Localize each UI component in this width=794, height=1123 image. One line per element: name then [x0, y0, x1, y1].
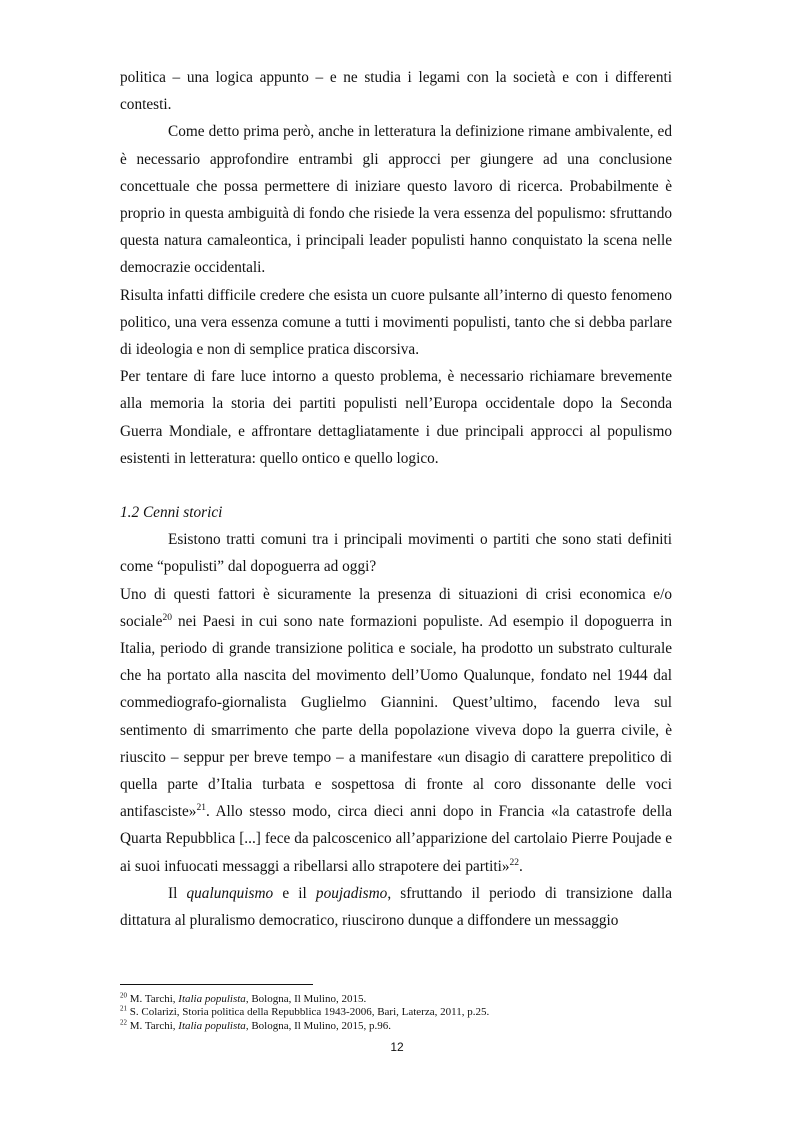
paragraph-6 [120, 581, 672, 880]
footnote-21 [120, 1006, 672, 1019]
footnote-text-end: , Bologna, Il Mulino, 2015. [245, 993, 367, 1005]
paragraph-3: Risulta infatti difficile credere che esista un cuore pulsante all’interno di questo fenomeno politico, una vera essenza comune a tutti i movimenti populisti, tanto che si debba parlare di ideologia e non di semplice pratica discorsiva. [120, 286, 672, 359]
section-heading: 1.2 Cenni storici [120, 504, 223, 522]
footnote-text: M. Tarchi, [127, 993, 179, 1005]
footnote-title: Italia populista [178, 1019, 246, 1032]
footnote-title: Italia populista [178, 993, 246, 1005]
footnote-number: 21 [120, 1004, 127, 1013]
footnote-text: S. Colarizi, Storia politica della Repubblica 1943-2006, Bari, Laterza, 2011, p.25. [127, 1006, 490, 1019]
paragraph-6-text-d: . [519, 857, 523, 875]
paragraph-4: Per tentare di fare luce intorno a questo problema, è necessario richiamare brevemente alla memoria la storia dei partiti populisti nell’Europa occidentale dopo la Seconda Guerra Mondiale, e affrontare dettagliatamente i due principali approcci al populismo esistenti in letteratura: quello ontico e quello logico. [120, 368, 672, 467]
footnote-text: M. Tarchi, [127, 1019, 179, 1032]
paragraph-7-text-a: Il [168, 884, 187, 902]
footnote-number: 20 [120, 991, 127, 1000]
paragraph-7 [120, 880, 672, 934]
page-number: 12 [390, 1040, 404, 1054]
footnote-20 [120, 993, 672, 1006]
footnote-ref-20[interactable]: 20 [162, 612, 172, 623]
paragraph-7-text-c: , sfruttando il periodo di transizione dalla dittatura al pluralismo democratico, riuscirono dunque a diffondere un messaggio [120, 884, 673, 930]
paragraph-6-text-a: Uno di questi fattori è sicuramente la presenza di situazioni di crisi economica e/o sociale [120, 585, 672, 630]
footnote-ref-21[interactable]: 21 [196, 803, 206, 814]
footnote-ref-22[interactable]: 22 [509, 857, 520, 868]
paragraph-6-text-c: . Allo stesso modo, circa dieci anni dopo in Francia «la catastrofe della Quarta Repubblica [...] fece da palcoscenico all’apparizione del cartolaio Pierre Poujade e ai suoi infuocati messaggi a ribellarsi allo strapotere dei partiti» [120, 803, 672, 875]
footnote-22 [120, 1020, 672, 1033]
footnote-number: 22 [120, 1018, 127, 1027]
paragraph-7-text-b: e il [273, 884, 316, 902]
paragraph-6-text-b: nei Paesi in cui sono nate formazioni populiste. Ad esempio il dopoguerra in Italia, periodo di grande transizione politica e sociale, ha prodotto un substrato culturale che ha portato alla nascita del movimento dell’Uomo Qualunque, fondato nel 1944 dal commediografo-giornalista Guglielmo Giannini. Quest’ultimo, facendo leva sul sentimento di smarrimento che parte della popolazione viveva dopo la guerra civile, è riuscito – seppur per breve tempo – a manifestare «un disagio di carattere prepolitico di quella parte d’Italia turbata e sospettosa di fronte al coro dissonante delle voci antifasciste» [120, 612, 672, 821]
term-poujadismo: poujadismo [315, 884, 388, 902]
paragraph-5: Esistono tratti comuni tra i principali movimenti o partiti che sono stati definiti come “populisti” dal dopoguerra ad oggi? [120, 531, 672, 576]
footnote-text-end: , Bologna, Il Mulino, 2015, p.96. [245, 1019, 391, 1032]
footnote-separator [120, 984, 313, 985]
paragraph-2: Come detto prima però, anche in letteratura la definizione rimane ambivalente, ed è necessario approfondire entrambi gli approcci per giungere ad una conclusione concettuale che possa permettere di iniziare questo lavoro di ricerca. Probabilmente è proprio in questa ambiguità di fondo che risiede la vera essenza del populismo: sfruttando questa natura camaleontica, i principali leader populisti hanno conquistato la scena nelle democrazie occidentali. [120, 123, 672, 277]
body-text [120, 64, 672, 934]
footnotes [120, 984, 672, 1033]
term-qualunquismo: qualunquismo [186, 884, 274, 902]
paragraph-1: politica – una logica appunto – e ne studia i legami con la società e con i differenti contesti. [120, 69, 672, 114]
